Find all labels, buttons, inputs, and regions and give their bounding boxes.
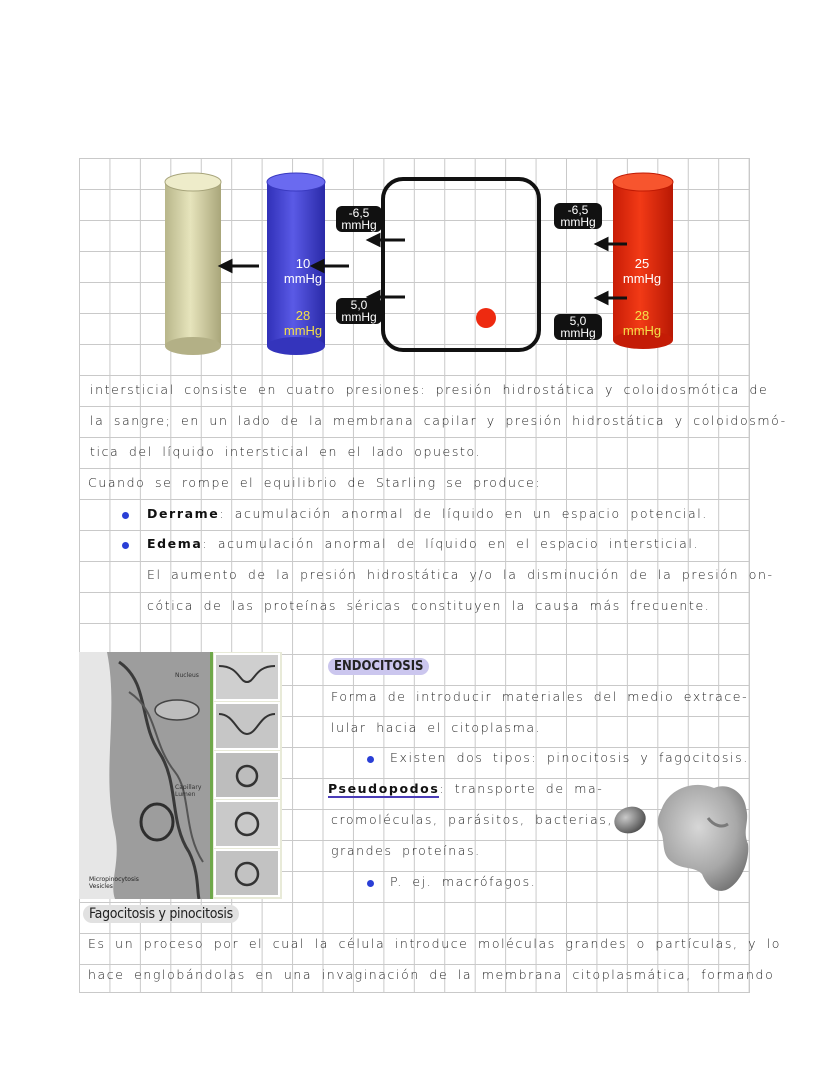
term-pseudopodos: Pseudopodos <box>328 781 440 796</box>
endocitosis-heading: ENDOCITOSIS <box>328 658 429 675</box>
value: 28 <box>634 308 650 323</box>
term-edema: Edema <box>147 536 203 551</box>
badge-left-bottom <box>336 298 382 324</box>
cell-box <box>383 179 539 350</box>
endocitosis-bullet: Existen dos tipos: pinocitosis y fagocitosis. <box>390 750 749 765</box>
def-edema: : acumulación anormal de líquido en el espacio intersticial. <box>202 536 700 551</box>
bullet-dot <box>367 880 374 887</box>
note-line: Es un proceso por el cual la célula introduce moléculas grandes o partículas, y lo <box>88 936 781 951</box>
macrofagos-bullet: P. ej. macrófagos. <box>390 874 537 889</box>
value: 10 <box>295 256 311 271</box>
unit: mmHg <box>341 218 377 232</box>
unit: mmHg <box>283 271 323 286</box>
venous-oncotic-label <box>275 308 331 338</box>
note-line: cromoléculas, parásitos, bacterias, <box>331 812 613 827</box>
arterial-oncotic-label <box>614 308 670 338</box>
bullet-derrame <box>147 506 708 521</box>
bacterium <box>611 802 650 837</box>
unit: mmHg <box>622 323 662 338</box>
note-line: cótica de las proteínas séricas constituyen la causa más frecuente. <box>147 598 711 613</box>
value: 5,0 <box>350 298 368 312</box>
def-pseudopodos: : transporte de ma- <box>439 781 604 796</box>
pseudopodos-line <box>328 781 603 796</box>
bullet-edema <box>147 536 699 551</box>
macrophage-illustration <box>610 778 750 894</box>
unit: mmHg <box>283 323 323 338</box>
unit: mmHg <box>560 215 596 229</box>
badge-left-top <box>336 206 382 232</box>
note-line: la sangre; en un lado de la membrana capilar y presión hidrostática y coloidosmó- <box>90 413 787 428</box>
note-line: grandes proteínas. <box>331 843 481 858</box>
note-line: tica del líquido intersticial en el lado opuesto. <box>90 444 482 459</box>
note-line: intersticial consiste en cuatro presiones: presión hidrostática y coloidosmótica de <box>90 382 769 397</box>
value: 25 <box>634 256 650 271</box>
micrograph-drawing <box>79 652 282 899</box>
unit: mmHg <box>341 310 377 324</box>
micrograph-image <box>79 652 282 899</box>
value: -6,5 <box>348 206 370 220</box>
value: -6,5 <box>567 203 589 217</box>
value: 5,0 <box>569 314 587 328</box>
badge-right-bottom <box>554 314 602 340</box>
label-nucleus: Nucleus <box>175 672 199 679</box>
term-derrame: Derrame <box>147 506 220 521</box>
unit: mmHg <box>560 326 596 340</box>
bullet-dot <box>122 512 129 519</box>
fagocitosis-heading: Fagocitosis y pinocitosis <box>83 905 239 923</box>
red-dot <box>476 308 496 328</box>
def-derrame: : acumulación anormal de líquido en un espacio potencial. <box>219 506 708 521</box>
note-line: Cuando se rompe el equilibrio de Starling se produce: <box>88 475 542 490</box>
bullet-dot <box>122 542 129 549</box>
label-vesicles: Micropinocytosis Vesicles <box>89 876 139 890</box>
macrophage <box>658 785 748 891</box>
note-line: hace englobándolas en una invaginación de la membrana citoplasmática, formando <box>88 967 775 982</box>
label-capillary: Capillary Lumen <box>175 784 202 798</box>
note-line: lular hacia el citoplasma. <box>331 720 542 735</box>
bullet-dot <box>367 756 374 763</box>
interstitial-cylinder <box>165 173 221 355</box>
badge-right-top <box>554 203 602 229</box>
value: 28 <box>295 308 311 323</box>
venous-hydrostatic-label <box>275 256 331 286</box>
arterial-hydrostatic-label <box>614 256 670 286</box>
unit: mmHg <box>622 271 662 286</box>
note-line: Forma de introducir materiales del medio extrace- <box>331 689 749 704</box>
note-line: El aumento de la presión hidrostática y/o la disminución de la presión on- <box>147 567 774 582</box>
